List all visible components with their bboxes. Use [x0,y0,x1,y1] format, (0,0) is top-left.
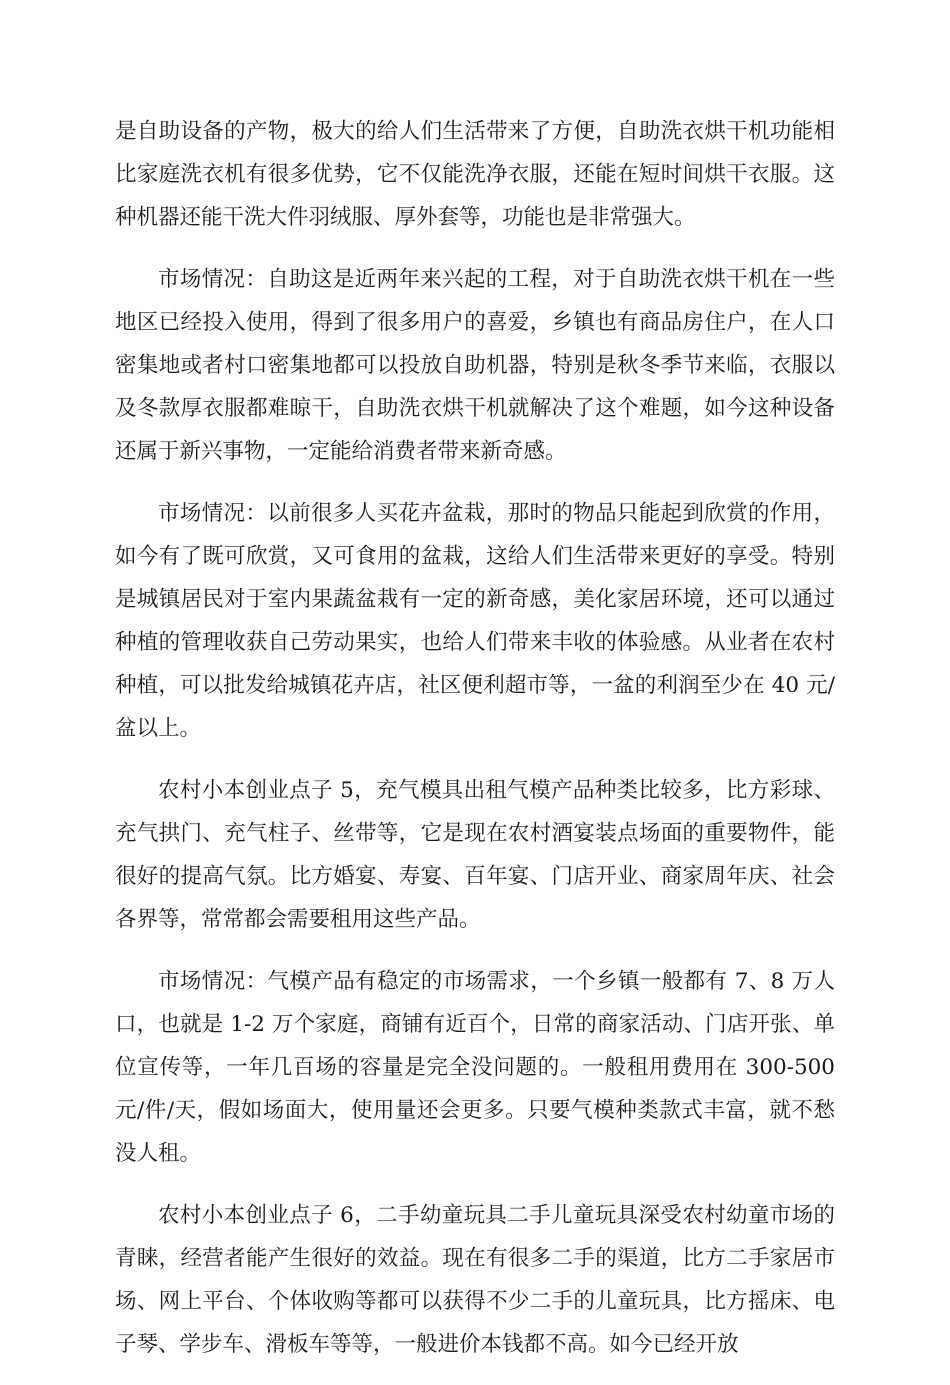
paragraph-2: 市场情况：自助这是近两年来兴起的工程，对于自助洗衣烘干机在一些地区已经投入使用，得到了很多用户的喜爱，乡镇也有商品房住户，在人口密集地或者村口密集地都可以投放自助机器，特别是秋冬季节来临，衣服以及冬款厚衣服都难晾干，自助洗衣烘干机就解决了这个难题，如今这种设备还属于新兴事物，一定能给消费者带来新奇感。 [115,267,835,464]
document-page [115,110,835,1385]
paragraph-1: 是自助设备的产物，极大的给人们生活带来了方便，自助洗衣烘干机功能相比家庭洗衣机有很多优势，它不仅能洗净衣服，还能在短时间烘干衣服。这种机器还能干洗大件羽绒服、厚外套等，功能也是非常强大。 [115,119,835,230]
paragraph-5: 市场情况：气模产品有稳定的市场需求，一个乡镇一般都有 7、8 万人口，也就是 1-2 万个家庭，商铺有近百个，日常的商家活动、门店开张、单位宣传等，一年几百场的容量是完全没问题的。一般租用费用在 300-500 元/件/天，假如场面大，使用量还会更多。只要气模种类款式丰富，就不愁没人租。 [115,969,835,1166]
paragraph-4: 农村小本创业点子 5，充气模具出租气模产品种类比较多，比方彩球、充气拱门、充气柱子、丝带等，它是现在农村酒宴装点场面的重要物件，能很好的提高气氛。比方婚宴、寿宴、百年宴、门店开业、商家周年庆、社会各界等，常常都会需要租用这些产品。 [115,778,835,932]
paragraph-6: 农村小本创业点子 6，二手幼童玩具二手儿童玩具深受农村幼童市场的青睐，经营者能产生很好的效益。现在有很多二手的渠道，比方二手家居市场、网上平台、个体收购等都可以获得不少二手的儿童玩具，比方摇床、电子琴、学步车、滑板车等等，一般进价本钱都不高。如今已经开放 [115,1203,835,1357]
paragraph-3: 市场情况：以前很多人买花卉盆栽，那时的物品只能起到欣赏的作用，如今有了既可欣赏，又可食用的盆栽，这给人们生活带来更好的享受。特别是城镇居民对于室内果蔬盆栽有一定的新奇感，美化家居环境，还可以通过种植的管理收获自己劳动果实，也给人们带来丰收的体验感。从业者在农村种植，可以批发给城镇花卉店，社区便利超市等，一盆的利润至少在 40 元/盆以上。 [115,501,835,741]
